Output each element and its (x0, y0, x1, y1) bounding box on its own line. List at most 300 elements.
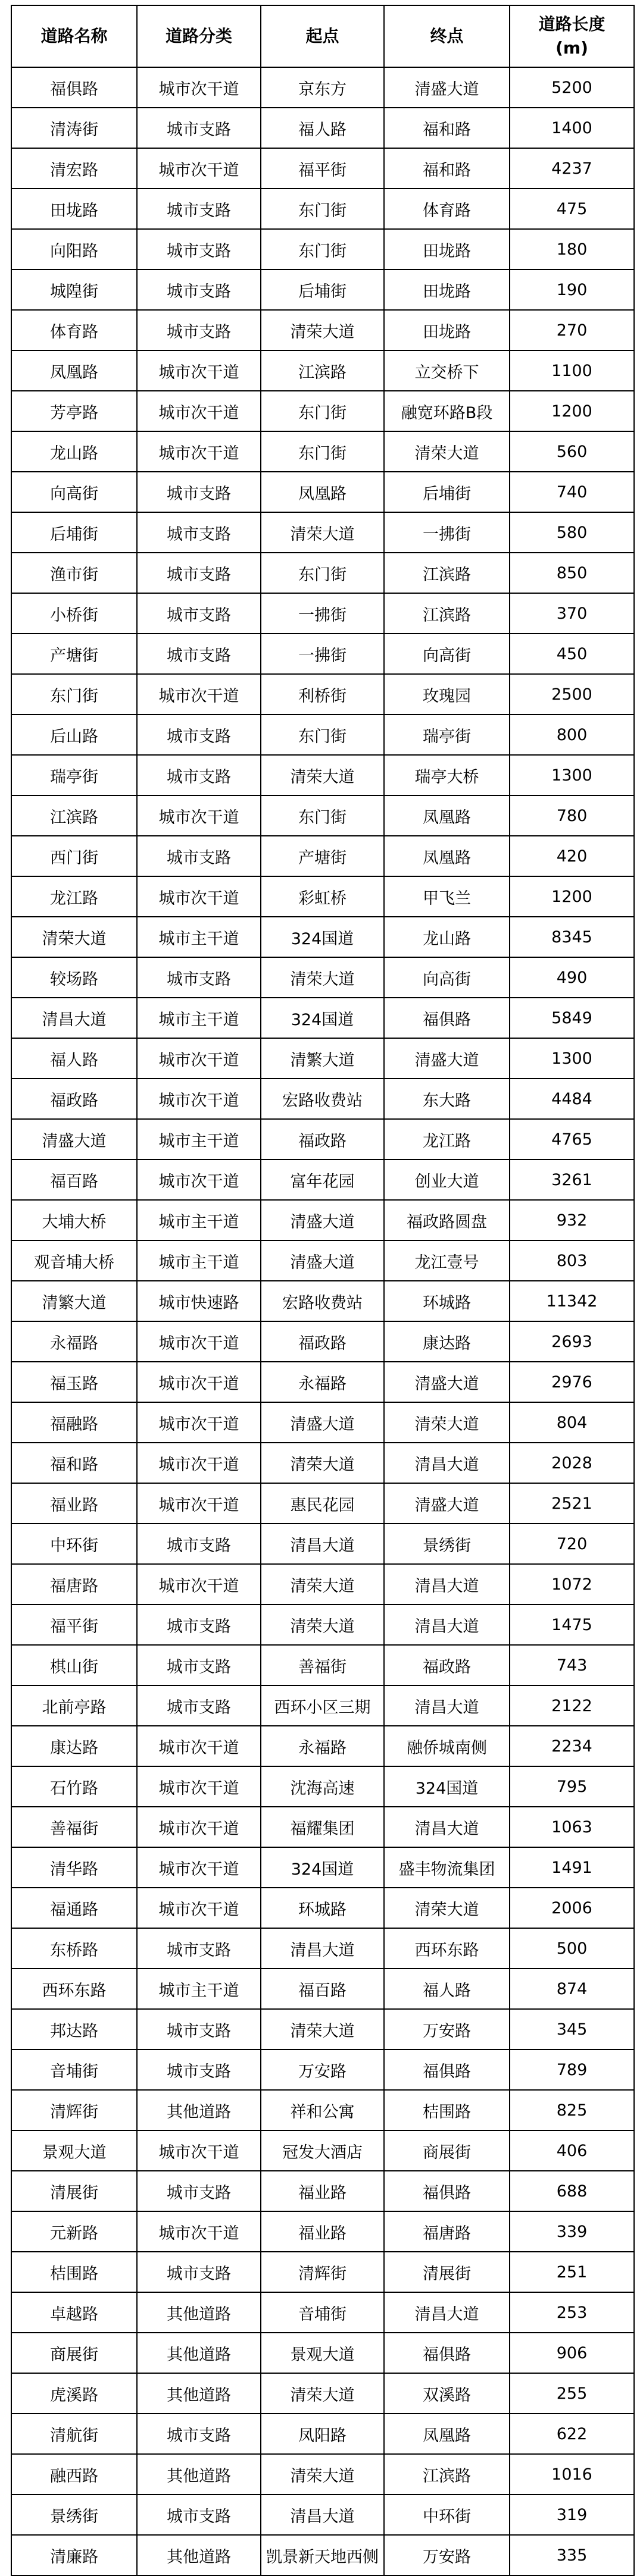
cell-road-length: 580 (510, 512, 634, 553)
cell-road-length: 1300 (510, 1038, 634, 1079)
cell-start-point: 福业路 (261, 2211, 384, 2252)
cell-road-class: 城市支路 (137, 1928, 261, 1969)
cell-road-length: 253 (510, 2292, 634, 2333)
table-row (11, 1928, 634, 1969)
cell-start-point: 沈海高速 (261, 1766, 384, 1807)
cell-end-point: 福和路 (384, 148, 510, 189)
cell-end-point: 立交桥下 (384, 350, 510, 391)
cell-end-point: 清荣大道 (384, 431, 510, 472)
header-road-name: 道路名称 (11, 5, 137, 67)
cell-start-point: 清昌大道 (261, 2494, 384, 2535)
cell-road-class: 城市次干道 (137, 391, 261, 431)
cell-road-length: 743 (510, 1645, 634, 1685)
cell-end-point: 龙山路 (384, 917, 510, 957)
cell-road-name: 清盛大道 (11, 1119, 137, 1159)
cell-end-point: 一拂街 (384, 512, 510, 553)
cell-road-name: 清廉路 (11, 2535, 137, 2575)
cell-road-class: 城市支路 (137, 229, 261, 269)
cell-road-class: 城市支路 (137, 2171, 261, 2211)
cell-start-point: 福政路 (261, 1321, 384, 1362)
cell-road-name: 龙山路 (11, 431, 137, 472)
cell-end-point: 田垅路 (384, 229, 510, 269)
cell-road-name: 清宏路 (11, 148, 137, 189)
table-row (11, 2333, 634, 2373)
cell-road-length: 4484 (510, 1079, 634, 1119)
cell-road-class: 城市快速路 (137, 1281, 261, 1321)
table-row (11, 674, 634, 714)
cell-road-length: 270 (510, 310, 634, 350)
cell-end-point: 福政路圆盘 (384, 1200, 510, 1240)
cell-road-class: 城市支路 (137, 189, 261, 229)
cell-start-point: 西环小区三期 (261, 1685, 384, 1726)
table-row (11, 1443, 634, 1483)
cell-road-length: 932 (510, 1200, 634, 1240)
cell-end-point: 盛丰物流集团 (384, 1847, 510, 1888)
table-row (11, 634, 634, 674)
cell-road-class: 其他道路 (137, 2454, 261, 2494)
cell-road-name: 棋山街 (11, 1645, 137, 1685)
cell-road-class: 城市次干道 (137, 1159, 261, 1200)
cell-road-name: 向阳路 (11, 229, 137, 269)
cell-start-point: 京东方 (261, 67, 384, 108)
cell-road-name: 元新路 (11, 2211, 137, 2252)
cell-road-length: 800 (510, 714, 634, 755)
cell-road-class: 城市支路 (137, 310, 261, 350)
cell-road-length: 180 (510, 229, 634, 269)
cell-start-point: 清荣大道 (261, 512, 384, 553)
cell-start-point: 清盛大道 (261, 1402, 384, 1443)
cell-road-name: 西门街 (11, 836, 137, 876)
cell-road-name: 后埔街 (11, 512, 137, 553)
cell-road-length: 345 (510, 2009, 634, 2049)
cell-end-point: 清盛大道 (384, 67, 510, 108)
cell-start-point: 环城路 (261, 1888, 384, 1928)
cell-end-point: 体育路 (384, 189, 510, 229)
cell-road-name: 虎溪路 (11, 2373, 137, 2414)
cell-start-point: 东门街 (261, 391, 384, 431)
cell-road-length: 688 (510, 2171, 634, 2211)
cell-start-point: 324国道 (261, 998, 384, 1038)
cell-end-point: 凤凰路 (384, 836, 510, 876)
cell-road-class: 城市次干道 (137, 2130, 261, 2171)
cell-end-point: 景绣街 (384, 1524, 510, 1564)
cell-end-point: 田垅路 (384, 269, 510, 310)
cell-start-point: 永福路 (261, 1362, 384, 1402)
cell-start-point: 福百路 (261, 1969, 384, 2009)
cell-road-length: 803 (510, 1240, 634, 1281)
cell-road-length: 475 (510, 189, 634, 229)
cell-start-point: 324国道 (261, 1847, 384, 1888)
table-row (11, 1645, 634, 1685)
cell-end-point: 清昌大道 (384, 1443, 510, 1483)
cell-road-length: 850 (510, 553, 634, 593)
cell-road-class: 城市支路 (137, 2009, 261, 2049)
table-row (11, 148, 634, 189)
cell-road-name: 福百路 (11, 1159, 137, 1200)
cell-road-class: 城市次干道 (137, 431, 261, 472)
cell-start-point: 产塘街 (261, 836, 384, 876)
cell-road-length: 795 (510, 1766, 634, 1807)
cell-road-class: 城市次干道 (137, 1443, 261, 1483)
cell-road-class: 城市次干道 (137, 1402, 261, 1443)
table-row (11, 1524, 634, 1564)
cell-start-point: 后埔街 (261, 269, 384, 310)
cell-road-name: 清辉街 (11, 2090, 137, 2130)
cell-road-length: 255 (510, 2373, 634, 2414)
cell-road-name: 福平街 (11, 1604, 137, 1645)
cell-road-class: 城市次干道 (137, 1038, 261, 1079)
cell-road-name: 城隍街 (11, 269, 137, 310)
cell-end-point: 福俱路 (384, 998, 510, 1038)
table-row (11, 472, 634, 512)
cell-road-class: 城市次干道 (137, 1321, 261, 1362)
cell-road-length: 1200 (510, 391, 634, 431)
cell-start-point: 音埔街 (261, 2292, 384, 2333)
cell-end-point: 凤凰路 (384, 795, 510, 836)
cell-road-name: 福和路 (11, 1443, 137, 1483)
header-end-point: 终点 (384, 5, 510, 67)
table-row (11, 1969, 634, 2009)
header-start-point: 起点 (261, 5, 384, 67)
cell-end-point: 福唐路 (384, 2211, 510, 2252)
table-row (11, 2049, 634, 2090)
cell-end-point: 福人路 (384, 1969, 510, 2009)
cell-road-name: 景绣街 (11, 2494, 137, 2535)
table-row (11, 2494, 634, 2535)
cell-start-point: 东门街 (261, 189, 384, 229)
cell-road-length: 825 (510, 2090, 634, 2130)
cell-road-class: 城市主干道 (137, 1969, 261, 2009)
cell-road-name: 康达路 (11, 1726, 137, 1766)
cell-start-point: 福平街 (261, 148, 384, 189)
cell-end-point: 融侨城南侧 (384, 1726, 510, 1766)
cell-road-length: 420 (510, 836, 634, 876)
table-header (11, 5, 634, 67)
cell-road-length: 370 (510, 593, 634, 634)
cell-end-point: 西环东路 (384, 1928, 510, 1969)
cell-road-length: 4237 (510, 148, 634, 189)
cell-road-name: 西环东路 (11, 1969, 137, 2009)
table-row (11, 1240, 634, 1281)
cell-road-length: 1491 (510, 1847, 634, 1888)
cell-start-point: 清荣大道 (261, 2373, 384, 2414)
cell-road-class: 城市支路 (137, 472, 261, 512)
cell-road-length: 1072 (510, 1564, 634, 1604)
table-row (11, 1362, 634, 1402)
cell-start-point: 清荣大道 (261, 2454, 384, 2494)
cell-end-point: 龙江路 (384, 1119, 510, 1159)
table-row (11, 2171, 634, 2211)
header-row (11, 5, 634, 67)
cell-road-name: 桔围路 (11, 2252, 137, 2292)
cell-road-class: 城市主干道 (137, 1119, 261, 1159)
cell-end-point: 向高街 (384, 957, 510, 998)
cell-road-name: 福融路 (11, 1402, 137, 1443)
cell-road-class: 城市支路 (137, 2494, 261, 2535)
cell-road-class: 其他道路 (137, 2292, 261, 2333)
cell-road-class: 城市主干道 (137, 917, 261, 957)
cell-road-class: 城市次干道 (137, 1726, 261, 1766)
cell-road-name: 清航街 (11, 2414, 137, 2454)
cell-road-length: 11342 (510, 1281, 634, 1321)
cell-road-name: 景观大道 (11, 2130, 137, 2171)
table-row (11, 836, 634, 876)
cell-road-length: 8345 (510, 917, 634, 957)
table-row (11, 1119, 634, 1159)
cell-start-point: 宏路收费站 (261, 1079, 384, 1119)
cell-road-class: 城市支路 (137, 1685, 261, 1726)
cell-end-point: 后埔街 (384, 472, 510, 512)
cell-road-name: 观音埔大桥 (11, 1240, 137, 1281)
cell-end-point: 江滨路 (384, 2454, 510, 2494)
cell-road-length: 2234 (510, 1726, 634, 1766)
cell-end-point: 商展街 (384, 2130, 510, 2171)
cell-road-class: 城市支路 (137, 1645, 261, 1685)
road-table (11, 5, 635, 2576)
table-row (11, 2454, 634, 2494)
cell-road-length: 2028 (510, 1443, 634, 1483)
cell-end-point: 双溪路 (384, 2373, 510, 2414)
table-row (11, 2009, 634, 2049)
cell-road-class: 城市次干道 (137, 350, 261, 391)
cell-end-point: 凤凰路 (384, 2414, 510, 2454)
cell-road-class: 城市主干道 (137, 1240, 261, 1281)
cell-road-class: 城市支路 (137, 553, 261, 593)
road-table-sheet (11, 5, 633, 2576)
cell-road-length: 740 (510, 472, 634, 512)
cell-road-class: 城市次干道 (137, 1807, 261, 1847)
cell-road-name: 福通路 (11, 1888, 137, 1928)
cell-road-class: 城市次干道 (137, 148, 261, 189)
cell-end-point: 江滨路 (384, 593, 510, 634)
cell-road-name: 体育路 (11, 310, 137, 350)
cell-end-point: 福俱路 (384, 2333, 510, 2373)
cell-start-point: 江滨路 (261, 350, 384, 391)
cell-start-point: 清荣大道 (261, 957, 384, 998)
table-row (11, 1038, 634, 1079)
cell-start-point: 祥和公寓 (261, 2090, 384, 2130)
cell-start-point: 清荣大道 (261, 755, 384, 795)
cell-end-point: 创业大道 (384, 1159, 510, 1200)
cell-road-class: 城市次干道 (137, 2211, 261, 2252)
table-row (11, 917, 634, 957)
cell-road-class: 城市次干道 (137, 1888, 261, 1928)
cell-road-class: 城市支路 (137, 1524, 261, 1564)
cell-road-length: 560 (510, 431, 634, 472)
cell-road-class: 城市次干道 (137, 1079, 261, 1119)
cell-road-length: 251 (510, 2252, 634, 2292)
table-row (11, 998, 634, 1038)
cell-start-point: 一拂街 (261, 593, 384, 634)
cell-road-name: 瑞亭街 (11, 755, 137, 795)
table-body (11, 67, 634, 2575)
cell-road-name: 卓越路 (11, 2292, 137, 2333)
cell-end-point: 清昌大道 (384, 1807, 510, 1847)
cell-road-class: 其他道路 (137, 2535, 261, 2575)
table-row (11, 714, 634, 755)
cell-end-point: 环城路 (384, 1281, 510, 1321)
cell-end-point: 福和路 (384, 108, 510, 148)
cell-start-point: 清盛大道 (261, 1200, 384, 1240)
cell-start-point: 永福路 (261, 1726, 384, 1766)
cell-road-class: 城市次干道 (137, 795, 261, 836)
table-row (11, 876, 634, 917)
cell-road-class: 城市支路 (137, 2049, 261, 2090)
cell-road-name: 东门街 (11, 674, 137, 714)
table-row (11, 2373, 634, 2414)
cell-road-class: 城市支路 (137, 836, 261, 876)
cell-road-length: 4765 (510, 1119, 634, 1159)
cell-road-class: 城市支路 (137, 957, 261, 998)
cell-road-class: 城市主干道 (137, 1200, 261, 1240)
table-row (11, 269, 634, 310)
cell-start-point: 清昌大道 (261, 1524, 384, 1564)
cell-start-point: 清荣大道 (261, 1564, 384, 1604)
cell-end-point: 福政路 (384, 1645, 510, 1685)
table-row (11, 229, 634, 269)
cell-road-class: 城市支路 (137, 714, 261, 755)
cell-start-point: 彩虹桥 (261, 876, 384, 917)
table-row (11, 1604, 634, 1645)
table-row (11, 1402, 634, 1443)
cell-start-point: 凤阳路 (261, 2414, 384, 2454)
cell-road-name: 渔市街 (11, 553, 137, 593)
table-row (11, 2211, 634, 2252)
cell-road-length: 1200 (510, 876, 634, 917)
cell-end-point: 融宽环路B段 (384, 391, 510, 431)
cell-road-length: 1016 (510, 2454, 634, 2494)
cell-road-name: 善福街 (11, 1807, 137, 1847)
cell-end-point: 康达路 (384, 1321, 510, 1362)
cell-start-point: 东门街 (261, 714, 384, 755)
table-row (11, 957, 634, 998)
table-row (11, 553, 634, 593)
cell-road-length: 804 (510, 1402, 634, 1443)
cell-road-length: 5849 (510, 998, 634, 1038)
cell-road-class: 城市次干道 (137, 1847, 261, 1888)
cell-start-point: 清荣大道 (261, 1604, 384, 1645)
cell-road-length: 2976 (510, 1362, 634, 1402)
table-row (11, 189, 634, 229)
cell-road-length: 2500 (510, 674, 634, 714)
cell-start-point: 一拂街 (261, 634, 384, 674)
table-row (11, 1564, 634, 1604)
table-row (11, 1888, 634, 1928)
cell-end-point: 玫瑰园 (384, 674, 510, 714)
cell-start-point: 景观大道 (261, 2333, 384, 2373)
cell-road-length: 789 (510, 2049, 634, 2090)
cell-road-length: 3261 (510, 1159, 634, 1200)
cell-road-name: 永福路 (11, 1321, 137, 1362)
cell-end-point: 清昌大道 (384, 1685, 510, 1726)
cell-road-name: 龙江路 (11, 876, 137, 917)
cell-road-class: 城市支路 (137, 2414, 261, 2454)
cell-start-point: 清盛大道 (261, 1240, 384, 1281)
cell-start-point: 清荣大道 (261, 2009, 384, 2049)
cell-road-name: 小桥街 (11, 593, 137, 634)
cell-road-length: 490 (510, 957, 634, 998)
cell-start-point: 利桥街 (261, 674, 384, 714)
cell-start-point: 福人路 (261, 108, 384, 148)
cell-end-point: 江滨路 (384, 553, 510, 593)
cell-road-name: 后山路 (11, 714, 137, 755)
cell-road-name: 清荣大道 (11, 917, 137, 957)
table-row (11, 2414, 634, 2454)
cell-start-point: 东门街 (261, 553, 384, 593)
cell-road-class: 城市支路 (137, 593, 261, 634)
cell-road-name: 东桥路 (11, 1928, 137, 1969)
cell-end-point: 清盛大道 (384, 1038, 510, 1079)
header-road-length-label: 道路长度(m) (538, 14, 605, 58)
cell-road-name: 福人路 (11, 1038, 137, 1079)
cell-road-class: 城市支路 (137, 755, 261, 795)
table-row (11, 391, 634, 431)
cell-road-length: 2122 (510, 1685, 634, 1726)
cell-road-length: 450 (510, 634, 634, 674)
cell-road-length: 500 (510, 1928, 634, 1969)
cell-road-name: 音埔街 (11, 2049, 137, 2090)
cell-end-point: 清荣大道 (384, 1402, 510, 1443)
cell-road-length: 622 (510, 2414, 634, 2454)
cell-road-class: 其他道路 (137, 2373, 261, 2414)
cell-road-name: 大埔大桥 (11, 1200, 137, 1240)
cell-start-point: 清繁大道 (261, 1038, 384, 1079)
cell-road-length: 1300 (510, 755, 634, 795)
table-row (11, 1766, 634, 1807)
cell-road-class: 城市次干道 (137, 1483, 261, 1524)
cell-end-point: 清荣大道 (384, 1888, 510, 1928)
cell-road-length: 1475 (510, 1604, 634, 1645)
cell-road-length: 906 (510, 2333, 634, 2373)
table-row (11, 2130, 634, 2171)
cell-start-point: 福业路 (261, 2171, 384, 2211)
table-row (11, 2252, 634, 2292)
cell-start-point: 凤凰路 (261, 472, 384, 512)
cell-road-class: 城市次干道 (137, 1766, 261, 1807)
cell-start-point: 宏路收费站 (261, 1281, 384, 1321)
cell-end-point: 甲飞兰 (384, 876, 510, 917)
cell-road-name: 芳亭路 (11, 391, 137, 431)
cell-road-class: 城市主干道 (137, 998, 261, 1038)
cell-road-length: 874 (510, 1969, 634, 2009)
cell-end-point: 东大路 (384, 1079, 510, 1119)
cell-road-name: 北前亭路 (11, 1685, 137, 1726)
cell-start-point: 冠发大酒店 (261, 2130, 384, 2171)
cell-road-name: 较场路 (11, 957, 137, 998)
table-row (11, 2090, 634, 2130)
cell-end-point: 清昌大道 (384, 1604, 510, 1645)
cell-road-name: 凤凰路 (11, 350, 137, 391)
cell-road-name: 清华路 (11, 1847, 137, 1888)
cell-road-length: 2521 (510, 1483, 634, 1524)
cell-road-length: 720 (510, 1524, 634, 1564)
cell-road-class: 其他道路 (137, 2090, 261, 2130)
cell-end-point: 向高街 (384, 634, 510, 674)
cell-road-name: 福俱路 (11, 67, 137, 108)
cell-road-name: 融西路 (11, 2454, 137, 2494)
cell-road-name: 中环街 (11, 1524, 137, 1564)
cell-end-point: 万安路 (384, 2535, 510, 2575)
table-row (11, 755, 634, 795)
cell-road-name: 福业路 (11, 1483, 137, 1524)
table-row (11, 108, 634, 148)
cell-road-class: 城市次干道 (137, 1564, 261, 1604)
cell-road-length: 2693 (510, 1321, 634, 1362)
cell-end-point: 福俱路 (384, 2171, 510, 2211)
cell-start-point: 清辉街 (261, 2252, 384, 2292)
cell-road-length: 5200 (510, 67, 634, 108)
table-row (11, 1847, 634, 1888)
